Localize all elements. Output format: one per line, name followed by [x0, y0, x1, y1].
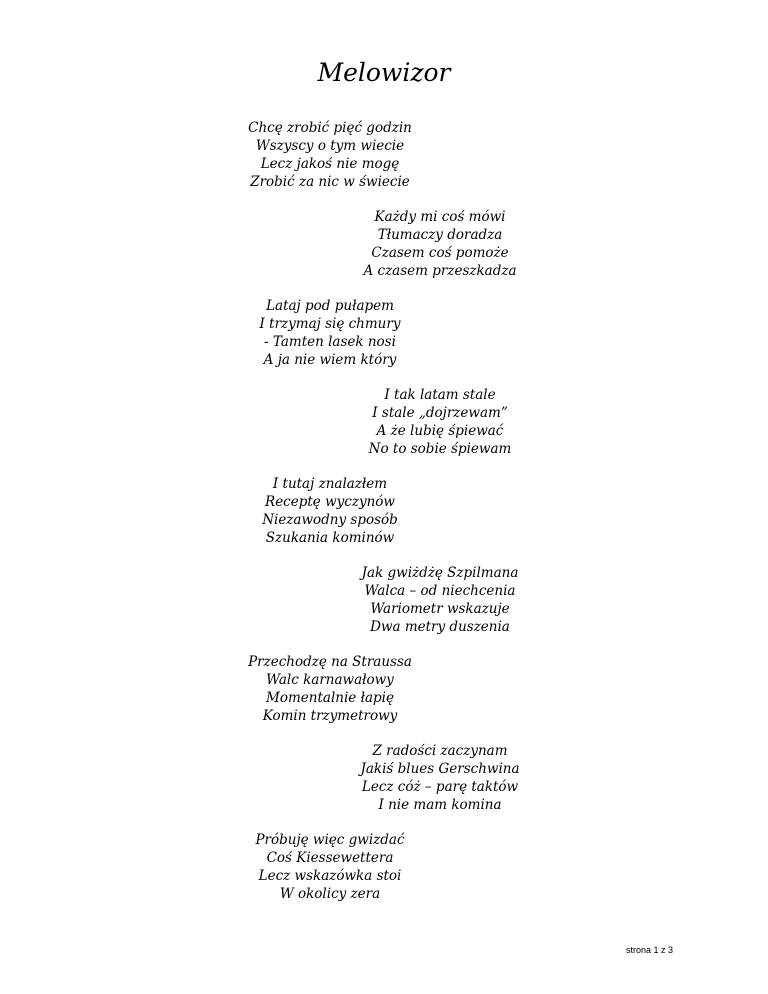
stanza-6: [350, 564, 530, 636]
verse-line: Lecz wskazówka stoi: [258, 868, 402, 884]
verse-line: Walca – od niechcenia: [364, 583, 516, 599]
stanza-3: [240, 297, 420, 369]
verse-line: Lecz jakoś nie mogę: [260, 156, 400, 172]
stanza-8: [350, 742, 530, 814]
verse-line: A ja nie wiem który: [263, 352, 397, 368]
page-title: Melowizor: [317, 58, 451, 87]
verse-line: Komin trzymetrowy: [262, 708, 398, 724]
verse-line: - Tamten lasek nosi: [264, 334, 396, 350]
verse-line: No to sobie śpiewam: [368, 441, 512, 457]
verse-line: Chcę zrobić pięć godzin: [248, 120, 412, 136]
verse-line: Czasem coś pomoże: [371, 245, 509, 261]
verse-line: I tak latam stale: [384, 387, 496, 403]
verse-line: Jak gwiżdżę Szpilmana: [361, 565, 519, 581]
verse-line: Tłumaczy doradza: [377, 227, 503, 243]
verse-line: Z radości zaczynam: [372, 743, 508, 759]
verse-line: I stale „dojrzewam”: [372, 405, 508, 421]
verse-line: Momentalnie łapię: [266, 690, 394, 706]
verse-line: Lataj pod pułapem: [266, 298, 394, 314]
stanza-2: [350, 208, 530, 280]
verse-line: Coś Kiessewettera: [266, 850, 394, 866]
stanza-9: [240, 831, 420, 903]
stanza-4: [350, 386, 530, 458]
page-number: strona 1 z 3: [625, 945, 673, 955]
verse-line: Wszyscy o tym wiecie: [255, 138, 405, 154]
verse-line: Przechodzę na Straussa: [248, 654, 412, 670]
verse-line: A czasem przeszkadza: [363, 263, 517, 279]
verse-line: Niezawodny sposób: [262, 512, 398, 528]
verse-line: I tutaj znalazłem: [272, 476, 388, 492]
verse-line: I trzymaj się chmury: [259, 316, 401, 332]
stanza-7: [240, 653, 420, 725]
verse-line: Szukania kominów: [265, 530, 395, 546]
verse-line: Walc karnawałowy: [266, 672, 394, 688]
verse-line: Lecz cóż – parę taktów: [361, 779, 519, 795]
verse-line: A że lubię śpiewać: [376, 423, 504, 439]
verse-line: Każdy mi coś mówi: [374, 209, 506, 225]
verse-line: Próbuję więc gwizdać: [255, 832, 405, 848]
verse-line: Wariometr wskazuje: [370, 601, 510, 617]
verse-line: Dwa metry duszenia: [370, 619, 510, 635]
verse-line: W okolicy zera: [279, 886, 381, 902]
stanza-5: [240, 475, 420, 547]
stanza-1: [240, 119, 420, 191]
verse-line: I nie mam komina: [378, 797, 502, 813]
verse-line: Receptę wyczynów: [265, 494, 395, 510]
verse-line: Jakiś blues Gerschwina: [360, 761, 520, 777]
verse-line: Zrobić za nic w świecie: [250, 174, 410, 190]
